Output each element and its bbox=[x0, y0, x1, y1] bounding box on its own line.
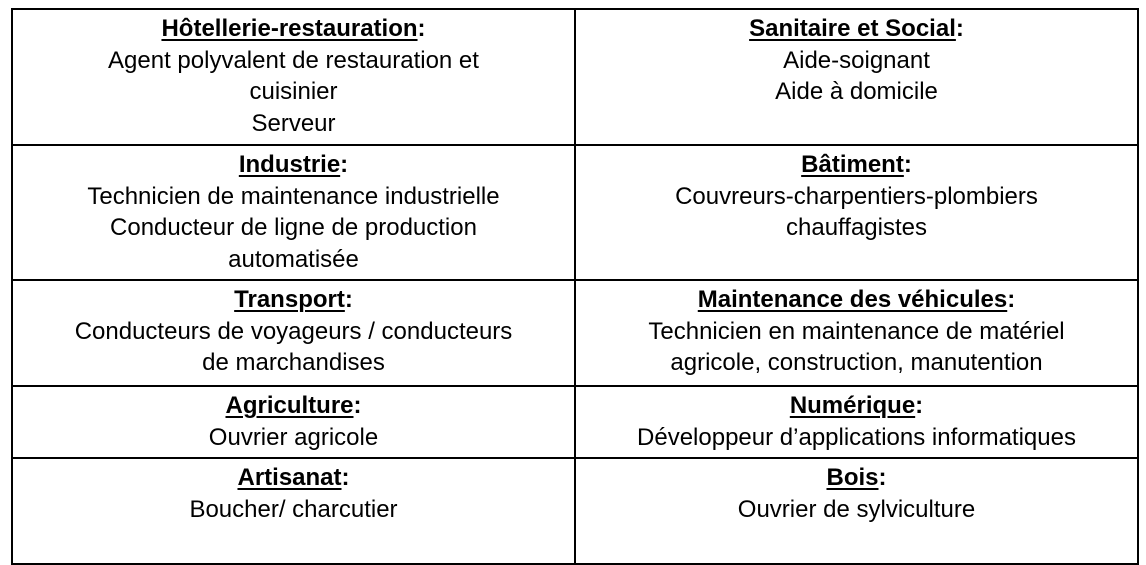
job-line: Aide à domicile bbox=[775, 78, 938, 105]
job-line: Conducteurs de voyageurs / conducteurs bbox=[74, 317, 513, 345]
job-line: Technicien en maintenance de matériel bbox=[648, 317, 1065, 345]
job-line: Conducteur de ligne de production bbox=[110, 214, 477, 241]
sector-cell bbox=[12, 145, 575, 280]
table-row bbox=[12, 280, 1138, 386]
sector-title: Industrie: bbox=[238, 151, 349, 178]
job-line: Boucher/ charcutier bbox=[189, 495, 398, 523]
sector-title: Bâtiment: bbox=[801, 151, 912, 178]
sector-cell bbox=[575, 280, 1138, 386]
table-row bbox=[12, 9, 1138, 145]
job-line: Aide-soignant bbox=[783, 46, 930, 74]
job-line: Couvreurs-charpentiers-plombiers bbox=[675, 182, 1038, 210]
job-line: Serveur bbox=[251, 109, 336, 137]
sector-cell bbox=[12, 458, 575, 564]
sector-cell bbox=[12, 386, 575, 458]
table-row bbox=[12, 386, 1138, 458]
sector-title: Numérique: bbox=[789, 392, 924, 419]
job-line: Ouvrier agricole bbox=[208, 423, 379, 451]
job-line: de marchandises bbox=[202, 349, 385, 376]
job-line: Ouvrier de sylviculture bbox=[737, 495, 976, 523]
sector-cell bbox=[12, 9, 575, 145]
job-line: cuisinier bbox=[249, 78, 338, 105]
sector-title: Transport: bbox=[234, 286, 353, 313]
job-line: Développeur d’applications informatiques bbox=[637, 423, 1076, 451]
sector-cell bbox=[575, 145, 1138, 280]
sector-cell bbox=[575, 386, 1138, 458]
sector-title: Artisanat: bbox=[237, 464, 350, 491]
jobs-by-sector-table bbox=[11, 8, 1139, 565]
job-line: Technicien de maintenance industrielle bbox=[87, 182, 500, 210]
job-line: automatisée bbox=[228, 245, 359, 273]
sector-title: Hôtellerie-restauration: bbox=[161, 15, 426, 42]
sector-cell bbox=[575, 458, 1138, 564]
job-line: agricole, construction, manutention bbox=[670, 349, 1043, 376]
sector-title: Maintenance des véhicules: bbox=[697, 286, 1016, 313]
job-line: Agent polyvalent de restauration et bbox=[108, 46, 479, 74]
sector-title: Agriculture: bbox=[225, 392, 362, 419]
sector-title: Bois: bbox=[826, 464, 887, 491]
table-row bbox=[12, 145, 1138, 280]
sector-title: Sanitaire et Social: bbox=[749, 15, 964, 42]
sector-cell bbox=[12, 280, 575, 386]
table-row bbox=[12, 458, 1138, 564]
job-line: chauffagistes bbox=[786, 214, 927, 241]
sector-cell bbox=[575, 9, 1138, 145]
